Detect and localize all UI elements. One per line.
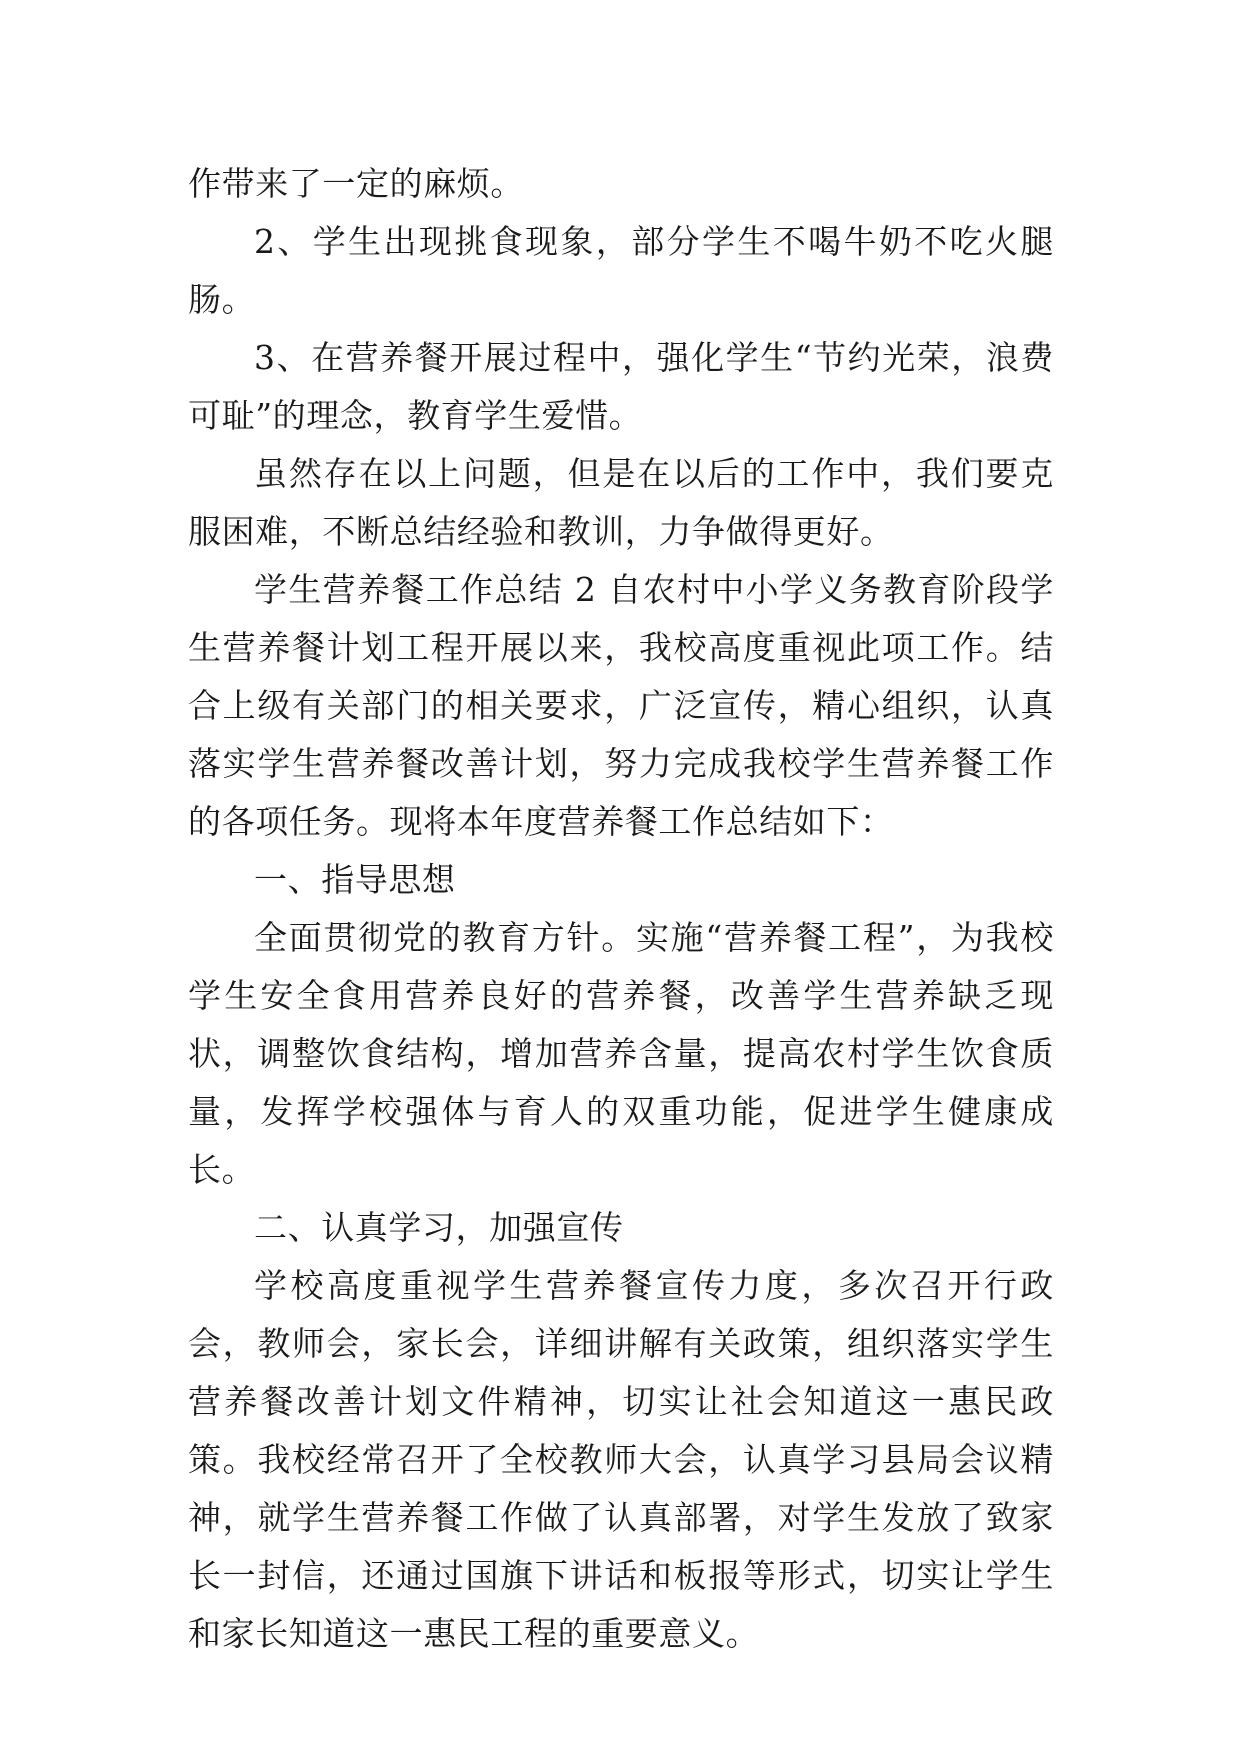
paragraph-continuation: 作带来了一定的麻烦。: [188, 164, 524, 203]
paragraph-issue-2: 2、学生出现挑食现象，部分学生不喝牛奶不吃火腿肠。: [188, 222, 1054, 319]
paragraph-guiding-ideology: 全面贯彻党的教育方针。实施“营养餐工程”，为我校学生安全食用营养良好的营养餐，改善学生营养缺乏现状，调整饮食结构，增加营养含量，提高农村学生饮食质量，发挥学校强体与育人的双重功能，促进学生健康成长。: [188, 918, 1054, 1189]
section-heading-guiding-ideology: 一、指导思想: [254, 860, 456, 899]
paragraph-study-publicity: 学校高度重视学生营养餐宣传力度，多次召开行政会，教师会，家长会，详细讲解有关政策，组织落实学生营养餐改善计划文件精神，切实让社会知道这一惠民政策。我校经常召开了全校教师大会，认真学习县局会议精神，就学生营养餐工作做了认真部署，对学生发放了致家长一封信，还通过国旗下讲话和板报等形式，切实让学生和家长知道这一惠民工程的重要意义。: [188, 1266, 1054, 1653]
document-body: [188, 155, 1054, 1663]
section-heading-study-publicity: 二、认真学习，加强宣传: [254, 1208, 624, 1247]
paragraph-issue-3: 3、在营养餐开展过程中，强化学生“节约光荣，浪费可耻”的理念，教育学生爱惜。: [188, 338, 1054, 435]
paragraph-summary-2-intro: 学生营养餐工作总结 2 自农村中小学义务教育阶段学生营养餐计划工程开展以来，我校高度重视此项工作。结合上级有关部门的相关要求，广泛宣传，精心组织，认真落实学生营养餐改善计划，努力完成我校学生营养餐工作的各项任务。现将本年度营养餐工作总结如下：: [188, 570, 1054, 841]
paragraph-conclusion: 虽然存在以上问题，但是在以后的工作中，我们要克服困难，不断总结经验和教训，力争做得更好。: [188, 454, 1054, 551]
